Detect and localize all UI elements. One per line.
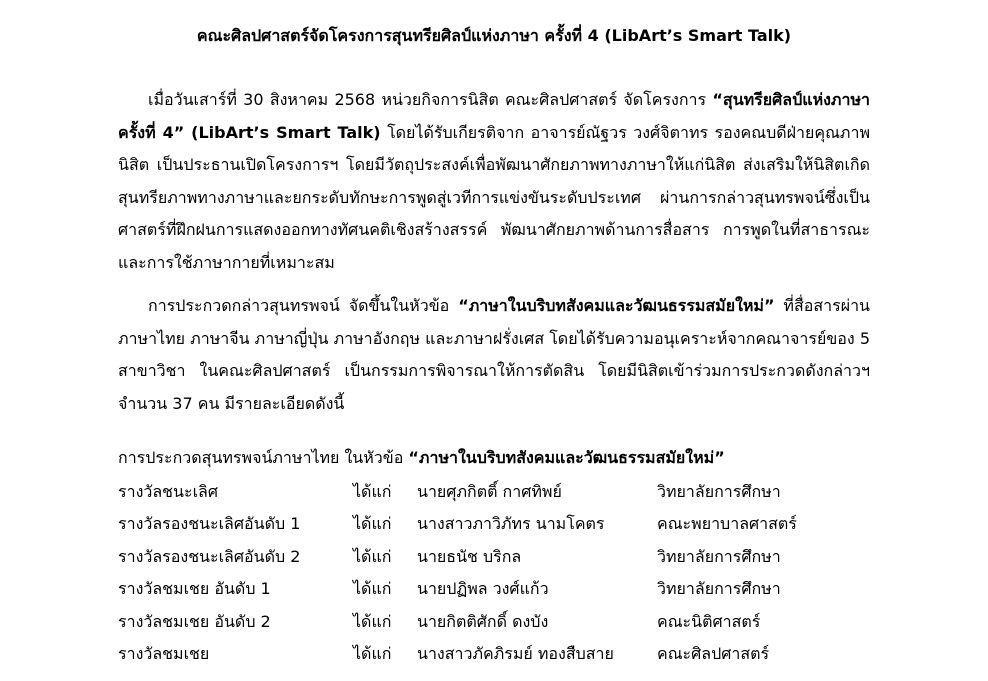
paragraph-contest-text-2: ที่สื่อสารผ่านภาษาไทย ภาษาจีน ภาษาญี่ปุ่น ภาษาอังกฤษ และภาษาฝรั่งเศส โดยได้รับความอนุเคราะห์จากคณาจารย์ของ 5 สาขาวิชา ในคณะศิลปศาสตร์ เป็นกรรมการพิจารณาให้การตัดสิน โดยมีนิสิตเข้าร่วมการประกวดดังกล่าวฯ จำนวน 37 คน มีรายละเอียดดังนี้ xyxy=(118,296,870,413)
award-title: รางวัลชมเชย อันดับ 1 xyxy=(118,579,271,599)
contest-topic-bold: “ภาษาในบริบทสังคมและวัฒนธรรมสมัยใหม่” xyxy=(458,296,775,315)
table-row xyxy=(118,606,837,639)
paragraph-contest xyxy=(118,290,870,420)
winner-name: นายกิตติศักดิ์ ดงบัง xyxy=(417,611,549,631)
awards-table xyxy=(118,476,837,671)
winner-faculty: คณะพยาบาลศาสตร์ xyxy=(657,514,797,534)
winner-faculty: คณะนิติศาสตร์ xyxy=(657,611,761,631)
award-title: รางวัลชมเชย xyxy=(118,644,210,664)
winner-faculty: วิทยาลัยการศึกษา xyxy=(657,481,781,501)
table-row xyxy=(118,541,837,574)
award-title: รางวัลรองชนะเลิศอันดับ 1 xyxy=(118,514,301,534)
results-heading-topic: “ภาษาในบริบทสังคมและวัฒนธรรมสมัยใหม่” xyxy=(408,448,725,467)
project-name-bold: “สุนทรียศิลป์แห่งภาษา ครั้งที่ 4” (LibArt’s Smart Talk) xyxy=(118,90,870,142)
award-received-label: ได้แก่ xyxy=(353,514,392,534)
award-title: รางวัลรองชนะเลิศอันดับ 2 xyxy=(118,546,301,566)
award-title: รางวัลชมเชย อันดับ 2 xyxy=(118,611,271,631)
table-row xyxy=(118,509,837,542)
winner-name: นายศุภกิตติ์ กาศทิพย์ xyxy=(417,481,562,501)
paragraph-intro-text-1: เมื่อวันเสาร์ที่ 30 สิงหาคม 2568 หน่วยกิจการนิสิต คณะศิลปศาสตร์ จัดโครงการ xyxy=(148,90,713,109)
winner-faculty: คณะศิลปศาสตร์ xyxy=(657,644,770,664)
winner-name: นายธนัช บริกล xyxy=(417,546,522,566)
award-received-label: ได้แก่ xyxy=(353,481,392,501)
paragraph-intro-text-2: โดยได้รับเกียรติจาก อาจารย์ณัฐวร วงศ์จิตาทร รองคณบดีฝ่ายคุณภาพนิสิต เป็นประธานเปิดโครงการฯ โดยมีวัตถุประสงค์เพื่อพัฒนาศักยภาพทางภาษาให้แก่นิสิต ส่งเสริมให้นิสิตเกิดสุนทรียภาพทางภาษาและยกระดับทักษะการพูดสู่เวทีการแข่งขันระดับประเทศ ผ่านการกล่าวสุนทรพจน์ซึ่งเป็นศาสตร์ที่ฝึกฝนการแสดงออกทางทัศนคติเชิงสร้างสรรค์ พัฒนาศักยภาพด้านการสื่อสาร การพูดในที่สาธารณะ และการใช้ภาษากายที่เหมาะสม xyxy=(118,122,871,272)
table-row xyxy=(118,574,837,607)
winner-faculty: วิทยาลัยการศึกษา xyxy=(657,579,781,599)
award-received-label: ได้แก่ xyxy=(353,546,392,566)
results-heading xyxy=(118,443,725,473)
results-heading-prefix: การประกวดสุนทรพจน์ภาษาไทย ในหัวข้อ xyxy=(118,448,409,467)
award-received-label: ได้แก่ xyxy=(353,611,392,631)
award-title: รางวัลชนะเลิศ xyxy=(118,481,218,501)
winner-name: นางสาวภาวิภัทร นามโคตร xyxy=(417,514,605,534)
document-title: คณะศิลปศาสตร์จัดโครงการสุนทรียศิลป์แห่งภาษา ครั้งที่ 4 (LibArt’s Smart Talk) xyxy=(196,26,792,45)
paragraph-contest-text-1: การประกวดกล่าวสุนทรพจน์ จัดขึ้นในหัวข้อ xyxy=(148,296,459,315)
award-received-label: ได้แก่ xyxy=(353,579,392,599)
paragraph-intro xyxy=(118,84,870,280)
award-received-label: ได้แก่ xyxy=(353,644,392,664)
winner-faculty: วิทยาลัยการศึกษา xyxy=(657,546,781,566)
winner-name: นายปฏิพล วงศ์แก้ว xyxy=(417,579,549,599)
table-row xyxy=(118,639,837,672)
table-row xyxy=(118,476,837,509)
winner-name: นางสาวภัคภิรมย์ ทองสืบสาย xyxy=(417,644,614,664)
